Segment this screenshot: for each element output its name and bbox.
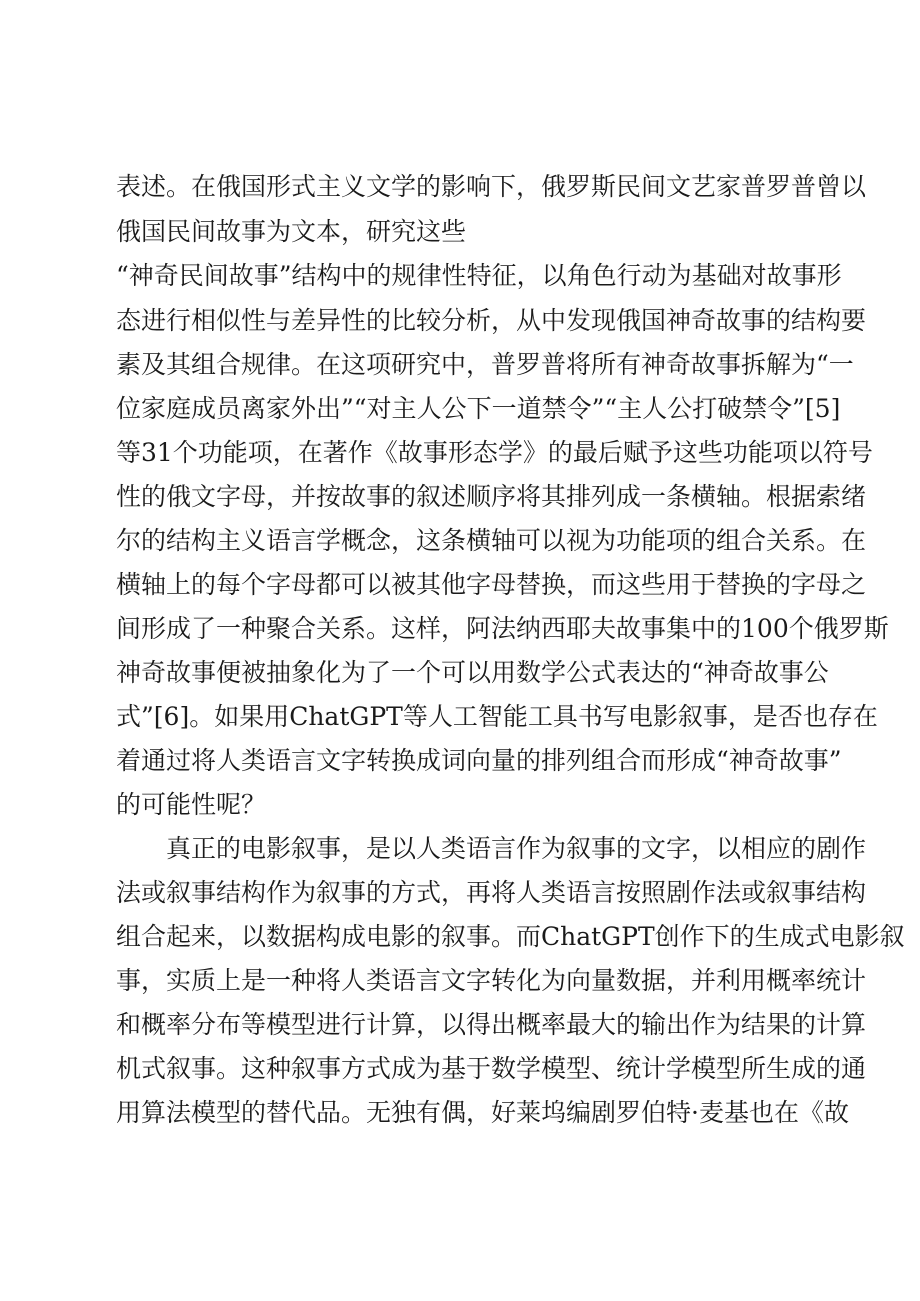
text-line: 式”[6]。如果用ChatGPT等人工智能工具书写电影叙事，是否也存在 bbox=[116, 702, 878, 731]
text-line: 等31个功能项，在著作《故事形态学》的最后赋予这些功能项以符号 bbox=[116, 438, 873, 467]
text-line: 法或叙事结构作为叙事的方式，再将人类语言按照剧作法或叙事结构 bbox=[116, 878, 867, 907]
text-line: 间形成了一种聚合关系。这样，阿法纳西耶夫故事集中的100个俄罗斯 bbox=[116, 614, 889, 643]
text-line: 性的俄文字母，并按故事的叙述顺序将其排列成一条横轴。根据索绪 bbox=[116, 482, 867, 511]
text-line: 尔的结构主义语言学概念，这条横轴可以视为功能项的组合关系。在 bbox=[116, 526, 867, 555]
text-line: 态进行相似性与差异性的比较分析，从中发现俄国神奇故事的结构要 bbox=[116, 306, 867, 335]
text-line: 真正的电影叙事，是以人类语言作为叙事的文字，以相应的剧作 bbox=[116, 834, 867, 863]
text-line: 的可能性呢？ bbox=[116, 790, 267, 819]
text-line: 素及其组合规律。在这项研究中，普罗普将所有神奇故事拆解为“一 bbox=[116, 350, 854, 379]
text-line: 机式叙事。这种叙事方式成为基于数学模型、统计学模型所生成的通 bbox=[116, 1054, 867, 1083]
text-line: 表述。在俄国形式主义文学的影响下，俄罗斯民间文艺家普罗普曾以 bbox=[116, 172, 867, 201]
text-line: “神奇民间故事”结构中的规律性特征，以角色行动为基础对故事形 bbox=[116, 261, 842, 290]
text-line: 横轴上的每个字母都可以被其他字母替换，而这些用于替换的字母之 bbox=[116, 570, 867, 599]
text-line: 神奇故事便被抽象化为了一个可以用数学公式表达的“神奇故事公 bbox=[116, 658, 829, 687]
text-line: 组合起来，以数据构成电影的叙事。而ChatGPT创作下的生成式电影叙 bbox=[116, 922, 905, 951]
text-line: 用算法模型的替代品。无独有偶，好莱坞编剧罗伯特·麦基也在《故 bbox=[116, 1098, 849, 1127]
text-line: 和概率分布等模型进行计算，以得出概率最大的输出作为结果的计算 bbox=[116, 1010, 867, 1039]
text-line: 俄国民间故事为文本，研究这些 bbox=[116, 217, 467, 246]
text-line: 位家庭成员离家外出”“对主人公下一道禁令”“主人公打破禁令”[5] bbox=[116, 394, 841, 423]
text-line: 着通过将人类语言文字转换成词向量的排列组合而形成“神奇故事” bbox=[116, 746, 842, 775]
text-line: 事，实质上是一种将人类语言文字转化为向量数据，并利用概率统计 bbox=[116, 966, 867, 995]
